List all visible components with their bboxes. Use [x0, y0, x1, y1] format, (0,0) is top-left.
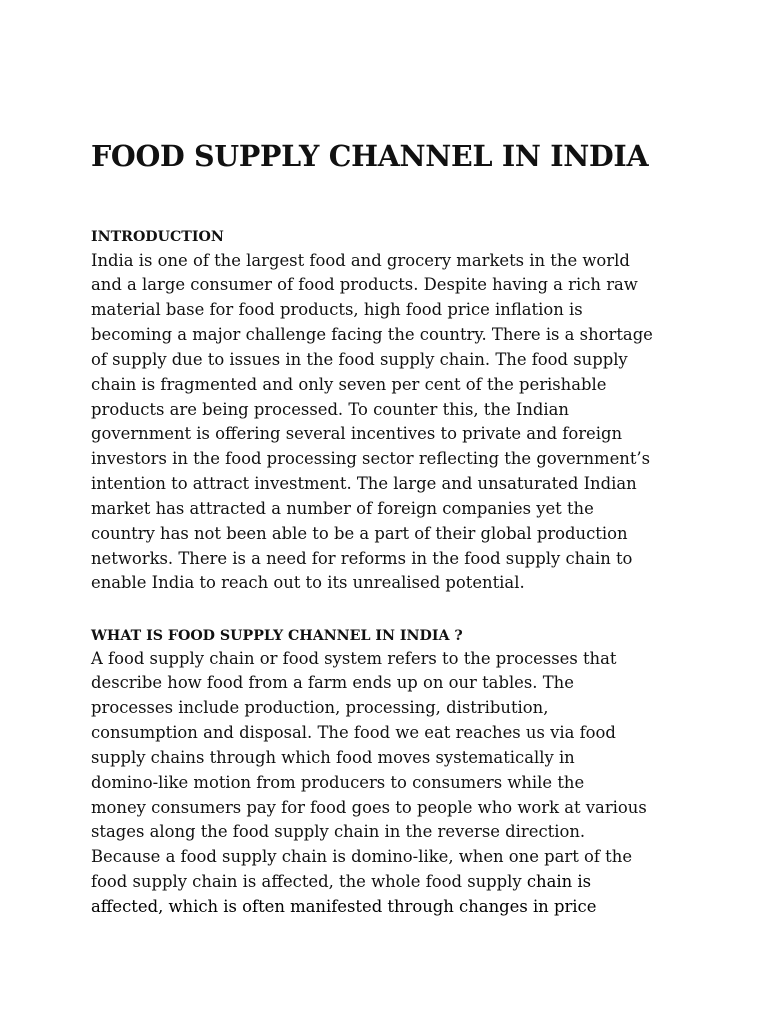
- line-text: food supply chain is affected, the whole food supply: [91, 872, 522, 892]
- paragraph-line: products are being processed. To counter this, the Indian: [91, 399, 569, 419]
- paragraph-line: A food supply chain or food system refers to the processes that: [91, 648, 617, 668]
- paragraph-line: affected, which is often manifested through changes in price: [91, 896, 597, 916]
- paragraph-line: Because a food supply chain is domino-like, when one part of the: [91, 847, 633, 867]
- document-title: FOOD SUPPLY CHANNEL IN INDIA: [91, 139, 649, 173]
- paragraph-line: domino-like motion from producers to consumers while the: [91, 772, 585, 792]
- paragraph-line: enable India to reach out to its unrealised potential.: [91, 573, 525, 593]
- paragraph-line: market has attracted a number of foreign companies yet the: [91, 498, 594, 518]
- paragraph-line: consumption and disposal. The food we eat reaches us via food: [91, 723, 616, 743]
- section-introduction: [91, 225, 653, 596]
- paragraph-line: of supply due to issues in the food supply chain. The food supply: [91, 349, 628, 369]
- section-paragraph: [91, 647, 647, 920]
- paragraph-line: government is offering several incentives to private and foreign: [91, 424, 623, 444]
- paragraph-line: networks. There is a need for reforms in the food supply chain to: [91, 548, 633, 568]
- paragraph-line: chain is fragmented and only seven per cent of the perishable: [91, 374, 607, 394]
- section-heading: WHAT IS FOOD SUPPLY CHANNEL IN INDIA ?: [91, 628, 463, 644]
- paragraph-line: India is one of the largest food and grocery markets in the world: [91, 250, 630, 270]
- paragraph-line: describe how food from a farm ends up on our tables. The: [91, 673, 574, 693]
- paragraph-line: processes include production, processing, distribution,: [91, 698, 549, 718]
- paragraph-line: becoming a major challenge facing the country. There is a shortage: [91, 325, 653, 345]
- paragraph-line: money consumers pay for food goes to people who work at various: [91, 797, 647, 817]
- line-text-emphasis: chain is: [521, 872, 592, 892]
- paragraph-line: supply chains through which food moves systematically in: [91, 747, 575, 767]
- paragraph-line: investors in the food processing sector reflecting the government’s: [91, 449, 651, 469]
- paragraph-line: country has not been able to be a part of their global production: [91, 523, 628, 543]
- paragraph-line: and a large consumer of food products. Despite having a rich raw: [91, 275, 638, 295]
- section-heading: INTRODUCTION: [91, 229, 224, 245]
- paragraph-line: [91, 870, 647, 895]
- section-paragraph: [91, 249, 653, 597]
- paragraph-line: intention to attract investment. The large and unsaturated Indian: [91, 474, 637, 494]
- section-what-is-food-supply-channel: [91, 624, 647, 920]
- paragraph-line: stages along the food supply chain in the reverse direction.: [91, 822, 586, 842]
- paragraph-line: material base for food products, high food price inflation is: [91, 300, 583, 320]
